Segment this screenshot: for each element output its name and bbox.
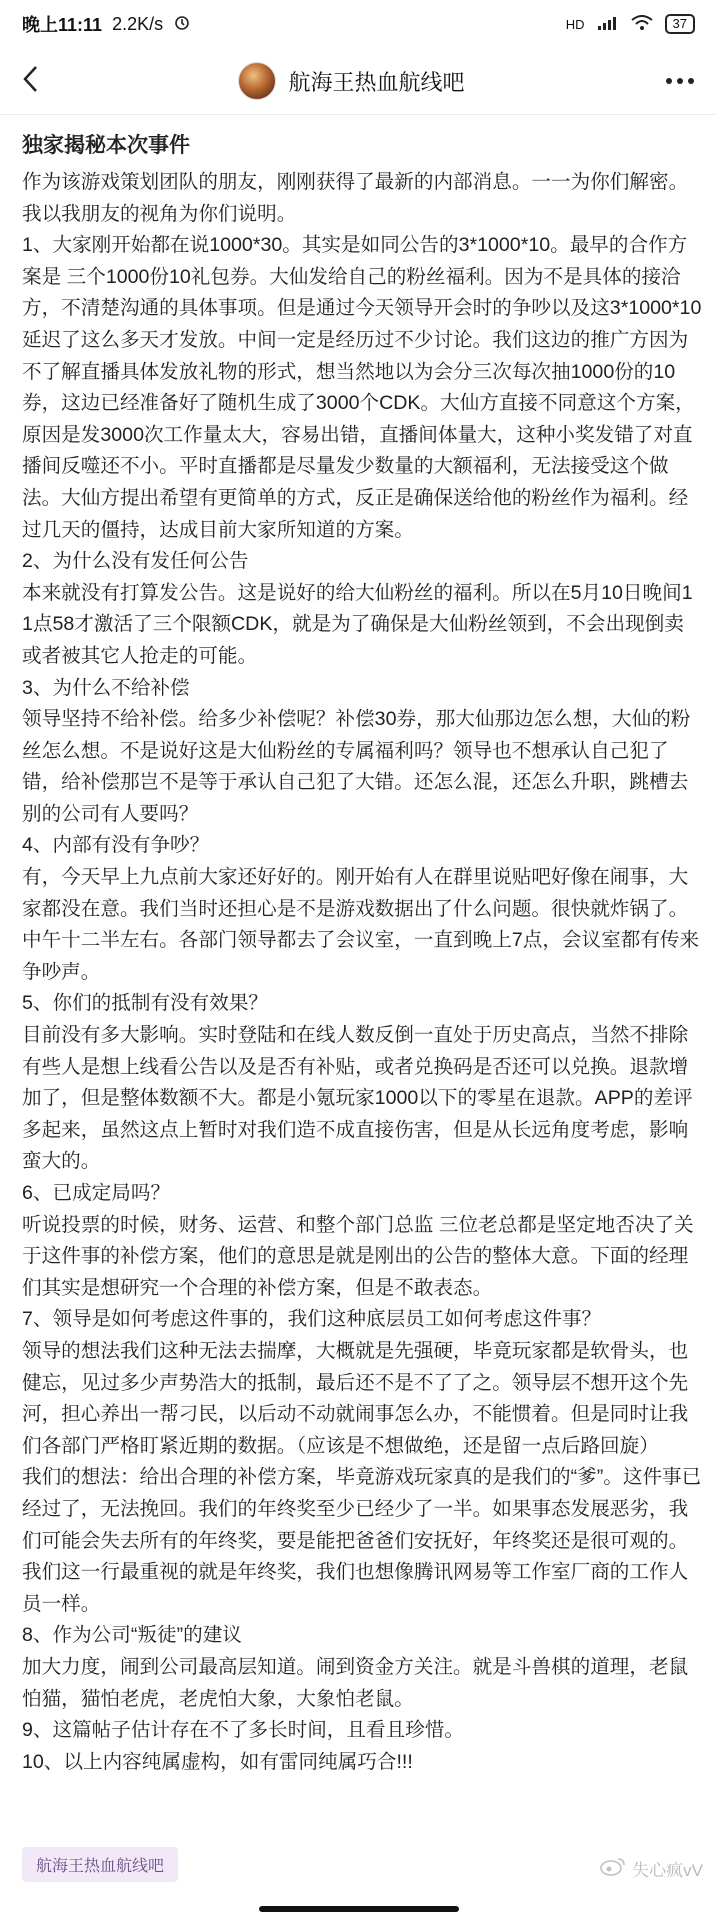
battery-indicator: 37 <box>665 14 695 34</box>
post-paragraph: 6、已成定局吗？ <box>22 1182 171 1204</box>
post-paragraph: 3、为什么不给补偿 <box>22 676 190 699</box>
status-right <box>566 14 695 34</box>
post-paragraph: 4、内部有没有争吵？ <box>22 834 210 857</box>
post-paragraph: 2、为什么没有发任何公告 <box>22 550 249 573</box>
forum-tag[interactable]: 航海王热血航线吧 <box>22 1847 178 1882</box>
post-paragraph: 作为该游戏策划团队的朋友，刚刚获得了最新的内部消息。一一为你们解密。我以我朋友的视角为你们说明。 <box>22 171 689 225</box>
post-paragraph: 9、这篇帖子估计存在不了多长时间，且看且珍惜。 <box>22 1719 464 1742</box>
more-dots-icon <box>665 72 695 90</box>
back-button[interactable] <box>22 65 38 98</box>
home-indicator[interactable] <box>259 1906 459 1912</box>
wifi-icon <box>631 15 653 34</box>
nav-center[interactable] <box>238 62 464 100</box>
post-content <box>22 127 702 1778</box>
weibo-logo-icon <box>600 1856 626 1881</box>
post-paragraph: 5、你们的抵制有没有效果？ <box>22 992 269 1015</box>
post-title: 独家揭秘本次事件 <box>22 134 190 157</box>
network-type: HD <box>565 16 585 32</box>
post-paragraph: 领导的想法我们这种无法去揣摩，大概就是先强硬，毕竟玩家都是软骨头，也健忘，见过多少声势浩大的抵制，最后还不是不了了之。领导层不想开这个先河，担心养出一帮刁民，以后动不动就闹事怎么办，不能惯着。但是同时让我们各部门严格盯紧近期的数据。（应该是不想做绝，还是留一点后路回旋） <box>22 1339 689 1457</box>
post-paragraph: 7、领导是如何考虑这件事的，我们这种底层员工如何考虑这件事？ <box>22 1308 602 1331</box>
watermark-text: 失心疯vV <box>632 1861 703 1880</box>
post-paragraph: 领导坚持不给补偿。给多少补偿呢？补偿30券，那大仙那边怎么想，大仙的粉丝怎么想。不是说好这是大仙粉丝的专属福利吗？领导也不想承认自己犯了错，给补偿那岂不是等于承认自己犯了大错。还怎么混，还怎么升职，跳槽去别的公司有人要吗？ <box>22 708 691 825</box>
post-paragraph: 有，今天早上九点前大家还好好的。刚开始有人在群里说贴吧好像在闹事，大家都没在意。我们当时还担心是不是游戏数据出了什么问题。很快就炸锅了。中午十二半左右。各部门领导都去了会议室，一直到晚上7点，会议室都有传来争吵声。 <box>22 866 700 983</box>
alarm-icon <box>173 13 191 36</box>
post-paragraph: 我们的想法：给出合理的补偿方案，毕竟游戏玩家真的是我们的“爹”。这件事已经过了，无法挽回。我们的年终奖至少已经少了一半。如果事态发展恶劣，我们可能会失去所有的年终奖，要是能把爸爸们安抚好，年终奖还是很可观的。我们这一行最重视的就是年终奖，我们也想像腾讯网易等工作室厂商的工作人员一样。 <box>22 1466 702 1615</box>
forum-title[interactable]: 航海王热血航线吧 <box>288 69 465 95</box>
post-paragraph: 加大力度，闹到公司最高层知道。闹到资金方关注。就是斗兽棋的道理，老鼠怕猫，猫怕老虎，老虎怕大象，大象怕老鼠。 <box>22 1655 689 1710</box>
signal-icon <box>597 15 619 34</box>
status-time: 晚上11:11 <box>22 15 103 35</box>
status-bar <box>0 0 717 48</box>
post-paragraph: 8、作为公司“叛徒”的建议 <box>22 1624 242 1647</box>
forum-avatar[interactable] <box>238 62 276 100</box>
more-button[interactable] <box>665 72 695 90</box>
status-left <box>22 11 191 37</box>
weibo-watermark <box>600 1856 703 1881</box>
network-speed: 2.2K/s <box>112 13 164 34</box>
nav-divider <box>0 114 717 115</box>
back-arrow-icon <box>22 65 38 98</box>
nav-bar <box>0 48 717 114</box>
post-paragraph: 1、大家刚开始都在说1000*30。其实是如同公告的3*1000*10。最早的合作方案是 三个1000份10礼包券。大仙发给自己的粉丝福利。因为不是具体的接洽方，不清楚沟通的具体事项。但是通过今天领导开会时的争吵以及这3*1000*10延迟了这么多天才发放。中间一定是经历过不少讨论。我们这边的推广方因为不了解直播具体发放礼物的形式，想当然地以为会分三次每次抽1000份的10券，这边已经准备好了随机生成了3000个CDK。大仙方直接不同意这个方案，原因是发3000次工作量太大，容易出错，直播间体量大，这种小奖发错了对直播间反噬还不小。平时直播都是尽量发少数量的大额福利，无法接受这个做法。大仙方提出希望有更简单的方式，反正是确保送给他的粉丝作为福利。经过几天的僵持，达成目前大家所知道的方案。 <box>22 234 702 541</box>
post-paragraph: 本来就没有打算发公告。这是说好的给大仙粉丝的福利。所以在5月10日晚间11点58才激活了三个限额CDK，就是为了确保是大仙粉丝领到，不会出现倒卖或者被其它人抢走的可能。 <box>22 581 693 667</box>
post-paragraph: 目前没有多大影响。实时登陆和在线人数反倒一直处于历史高点，当然不排除有些人是想上线看公告以及是否有补贴，或者兑换码是否还可以兑换。退款增加了，但是整体数额不大。都是小氪玩家1000以下的零星在退款。APP的差评多起来，虽然这点上暂时对我们造不成直接伤害，但是从长远角度考虑，影响蛮大的。 <box>22 1024 693 1173</box>
post-paragraph: 听说投票的时候，财务、运营、和整个部门总监 三位老总都是坚定地否决了关于这件事的补偿方案，他们的意思是就是刚出的公告的整体大意。下面的经理们其实是想研究一个合理的补偿方案，但是不敢表态。 <box>22 1213 694 1299</box>
post-paragraph: 10、以上内容纯属虚构，如有雷同纯属巧合!!! <box>22 1750 413 1773</box>
